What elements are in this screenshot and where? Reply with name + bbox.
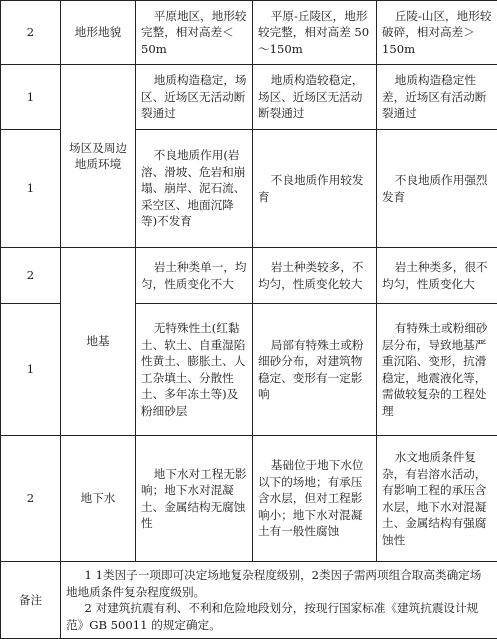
notes-content (61, 562, 497, 639)
factor-class: 1 (1, 130, 61, 248)
factor-category: 场区及周边地质环境 (61, 65, 136, 248)
factor-class: 2 (1, 1, 61, 65)
complex-condition: 岩土种类多，很不均匀，性质变化大 (377, 248, 497, 304)
factor-category: 地形地貌 (61, 1, 136, 65)
complex-condition: 地质构造稳定性差，近场区有活动断裂通过 (377, 65, 497, 130)
complex-condition: 有特殊土或粉细砂层分布，导致地基严重沉陷、变形，抗滑稳定，地震液化等，需做较复杂的工程处理 (377, 304, 497, 436)
factor-class: 2 (1, 248, 61, 304)
notes-row (1, 562, 497, 639)
factor-category: 地基 (61, 248, 136, 436)
factor-class: 1 (1, 65, 61, 130)
note-line: 1 1类因子一项即可决定场地复杂程度级别，2类因子需两项组合取高类确定场地地质条件复杂程度级别。 (66, 567, 492, 600)
complex-condition: 水文地质条件复杂，有岩溶水活动，有影响工程的承压含水层，地下水对混凝土、金属结构有强腐蚀性 (377, 436, 497, 562)
medium-condition: 平原-丘陵区，地形较完整，相对高差 50～150m (253, 1, 377, 65)
note-line: 2 对建筑抗震有利、不利和危险地段划分，按现行国家标准《建筑抗震设计规范》GB 50011 的规定确定。 (66, 600, 492, 633)
complex-condition: 丘陵-山区，地形较破碎，相对高差＞150m (377, 1, 497, 65)
table-row (1, 1, 497, 65)
simple-condition: 不良地质作用(岩溶、滑坡、危岩和崩塌、崩岸、泥石流、采空区、地面沉降等)不发育 (136, 130, 253, 248)
factor-class: 2 (1, 436, 61, 562)
factor-category: 地下水 (61, 436, 136, 562)
table-row (1, 248, 497, 304)
medium-condition: 不良地质作用较发育 (253, 130, 377, 248)
simple-condition: 岩土种类单一，均匀，性质变化不大 (136, 248, 253, 304)
simple-condition: 地质构造稳定，场区、近场区无活动断裂通过 (136, 65, 253, 130)
medium-condition: 岩土种类较多，不均匀，性质变化较大 (253, 248, 377, 304)
simple-condition: 无特殊性土(红黏土、软土、自重湿陷性黄土、膨胀土、人工杂填土、分散性土、多年冻土等)及粉细砂层 (136, 304, 253, 436)
simple-condition: 平原地区，地形较完整，相对高差＜50m (136, 1, 253, 65)
factor-class: 1 (1, 304, 61, 436)
notes-label: 备注 (1, 562, 61, 639)
medium-condition: 地质构造较稳定，场区、近场区无活动断裂通过 (253, 65, 377, 130)
table-row (1, 65, 497, 130)
simple-condition: 地下水对工程无影响；地下水对混凝土、金属结构无腐蚀性 (136, 436, 253, 562)
medium-condition: 局部有特殊土或粉细砂分布，对建筑物稳定、变形有一定影响 (253, 304, 377, 436)
complex-condition: 不良地质作用强烈发育 (377, 130, 497, 248)
medium-condition: 基础位于地下水位以下的场地；有承压含水层，但对工程影响小；地下水对混凝土有一般性腐蚀 (253, 436, 377, 562)
table-row (1, 436, 497, 562)
